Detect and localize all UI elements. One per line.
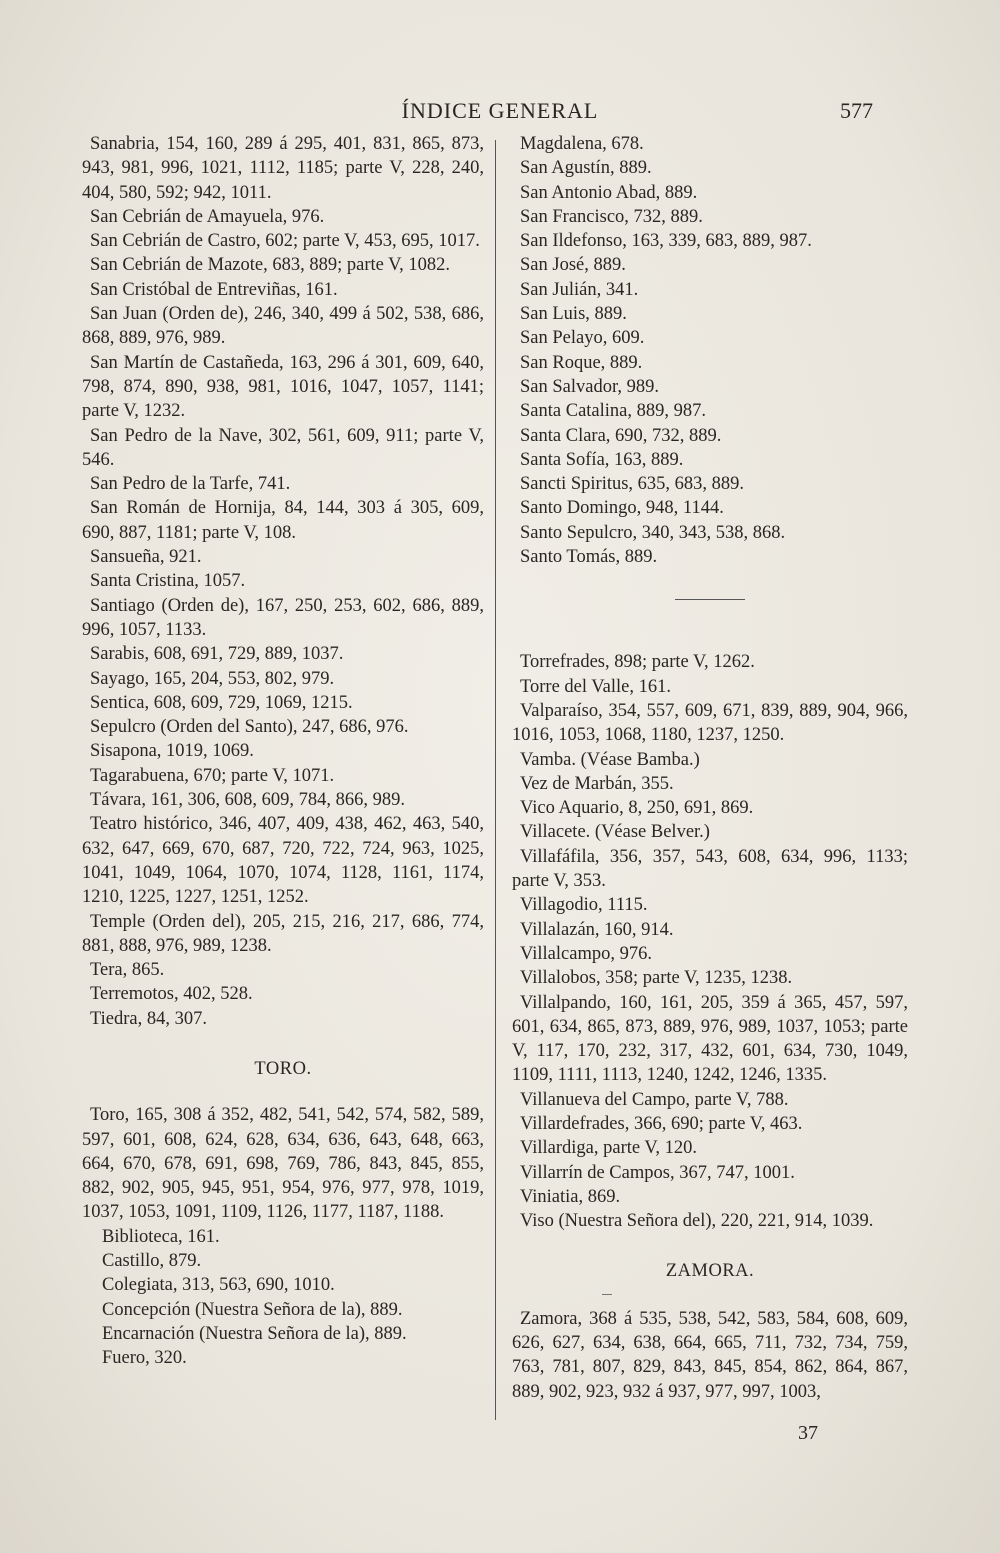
index-entry: Toro, 165, 308 á 352, 482, 541, 542, 574, 582, 589, 597, 601, 608, 624, 628, 634, 636, 643, 648, 663, 664, 670, 678, 691, 698, 769, 786, 843, 845, 855, 882, 902, 905, 945, 951, 954, 976, 977, 978, 1019, 1037, 1053, 1091, 1109, 1126, 1177, 1187, 1188.: [82, 1105, 484, 1223]
index-subentry: Santa Sofía, 163, 889.: [520, 449, 684, 470]
index-entry: Sisapona, 1019, 1069.: [90, 741, 254, 762]
index-entry: Viso (Nuestra Señora del), 220, 221, 914, 1039.: [520, 1211, 874, 1232]
index-entry: Terremotos, 402, 528.: [90, 984, 253, 1005]
index-entry: Vez de Marbán, 355.: [520, 773, 674, 794]
index-entry: Vico Aquario, 8, 250, 691, 869.: [520, 798, 754, 819]
index-entry: Sayago, 165, 204, 553, 802, 979.: [90, 668, 335, 689]
index-entry: Torrefrades, 898; parte V, 1262.: [520, 652, 755, 673]
column-divider: [495, 140, 496, 1420]
index-entry: Távara, 161, 306, 608, 609, 784, 866, 989.: [90, 790, 405, 811]
index-subentry: Sancti Spiritus, 635, 683, 889.: [520, 474, 745, 495]
index-entry: Villardefrades, 366, 690; parte V, 463.: [520, 1113, 803, 1134]
index-subentry: San Salvador, 989.: [520, 376, 660, 397]
index-entry: Villafáfila, 356, 357, 543, 608, 634, 996, 1133; parte V, 353.: [512, 846, 908, 892]
index-entry: Villalazán, 160, 914.: [520, 919, 674, 940]
index-entry: Sarabis, 608, 691, 729, 889, 1037.: [90, 644, 344, 665]
index-subentry: San Roque, 889.: [520, 352, 643, 373]
index-entry: Tagarabuena, 670; parte V, 1071.: [90, 765, 335, 786]
index-subentry: Encarnación (Nuestra Señora de la), 889.: [102, 1323, 407, 1344]
index-entry: Viniatia, 869.: [520, 1186, 621, 1207]
index-subentry: San Agustín, 889.: [520, 158, 652, 179]
index-subentry: San Antonio Abad, 889.: [520, 182, 698, 203]
index-entry: San Cebrián de Mazote, 683, 889; parte V, 1082.: [90, 255, 451, 276]
index-entry: Villalpando, 160, 161, 205, 359 á 365, 457, 597, 601, 634, 865, 873, 889, 976, 989, 1037, 1053; parte V, 117, 170, 232, 317, 432, 601, 634, 730, 1049, 1109, 1111, 1113, 1240, 1242, 1246, 1335.: [512, 992, 908, 1086]
index-entry: Zamora, 368 á 535, 538, 542, 583, 584, 608, 609, 626, 627, 634, 638, 664, 665, 711, 732, 734, 759, 763, 781, 807, 829, 843, 845, 854, 862, 864, 867, 889, 902, 923, 932 á 937, 977, 997, 1003,: [512, 1308, 908, 1402]
index-subentry: Colegiata, 313, 563, 690, 1010.: [102, 1275, 335, 1296]
index-entry: Villardiga, parte V, 120.: [520, 1138, 698, 1159]
index-entry: San Pedro de la Nave, 302, 561, 609, 911; parte V, 546.: [82, 425, 484, 470]
index-entry: Temple (Orden del), 205, 215, 216, 217, 686, 774, 881, 888, 976, 989, 1238.: [82, 911, 484, 956]
index-subentry: Santa Clara, 690, 732, 889.: [520, 425, 722, 446]
index-entry: San Martín de Castañeda, 163, 296 á 301, 609, 640, 798, 874, 890, 938, 981, 1016, 1047, 1057, 1141; parte V, 1232.: [82, 352, 484, 422]
index-subentry: San José, 889.: [520, 255, 626, 276]
page-number: 577: [840, 98, 873, 123]
index-subentry: Magdalena, 678.: [520, 134, 644, 154]
index-entry: Tiedra, 84, 307.: [90, 1008, 207, 1029]
section-dash: [602, 1294, 612, 1295]
index-entry: Sentica, 608, 609, 729, 1069, 1215.: [90, 692, 353, 713]
index-subentry: Santo Domingo, 948, 1144.: [520, 498, 724, 519]
index-entry: San Pedro de la Tarfe, 741.: [90, 474, 291, 495]
section-heading-toro: TORO.: [254, 1058, 312, 1079]
index-subentry: Santo Sepulcro, 340, 343, 538, 868.: [520, 522, 786, 543]
index-entry: Villalcampo, 976.: [520, 943, 652, 964]
index-entry: Villalobos, 358; parte V, 1235, 1238.: [520, 968, 793, 989]
index-entry: Santiago (Orden de), 167, 250, 253, 602, 686, 889, 996, 1057, 1133.: [82, 595, 484, 640]
index-subentry: San Luis, 889.: [520, 304, 627, 325]
index-subentry: Concepción (Nuestra Señora de la), 889.: [102, 1299, 403, 1320]
index-subentry: San Julián, 341.: [520, 279, 639, 300]
index-entry: San Cebrián de Amayuela, 976.: [90, 206, 325, 227]
index-entry: Sepulcro (Orden del Santo), 247, 686, 976.: [90, 717, 409, 738]
index-entry: Teatro histórico, 346, 407, 409, 438, 462, 463, 540, 632, 647, 669, 670, 687, 720, 722, 724, 963, 1025, 1041, 1049, 1064, 1070, 1074, 1128, 1161, 1174, 1210, 1225, 1227, 1251, 1252.: [82, 814, 484, 908]
signature-mark: 37: [798, 1422, 818, 1444]
index-entry: Sanabria, 154, 160, 289 á 295, 401, 831, 865, 873, 943, 981, 996, 1021, 1112, 1185; parte V, 228, 240, 404, 580, 592; 942, 1011.: [82, 134, 484, 203]
index-subentry: San Ildefonso, 163, 339, 683, 889, 987.: [520, 231, 812, 252]
index-subentry: Castillo, 879.: [102, 1251, 202, 1272]
index-entry: Tera, 865.: [90, 960, 165, 981]
section-heading-zamora: ZAMORA.: [665, 1261, 755, 1282]
index-entry: Vamba. (Véase Bamba.): [520, 749, 700, 770]
index-subentry: Fuero, 320.: [102, 1348, 187, 1369]
index-subentry: San Francisco, 732, 889.: [520, 206, 703, 227]
index-entry: Santa Cristina, 1057.: [90, 571, 246, 592]
index-subentry: Santa Catalina, 889, 987.: [520, 401, 706, 422]
index-entry: Villarrín de Campos, 367, 747, 1001.: [520, 1162, 795, 1183]
index-entry: San Román de Hornija, 84, 144, 303 á 305, 609, 690, 887, 1181; parte V, 108.: [82, 498, 484, 543]
index-entry: Villanueva del Campo, parte V, 788.: [520, 1089, 789, 1110]
index-entry: Torre del Valle, 161.: [520, 676, 671, 697]
index-entry: Villacete. (Véase Belver.): [520, 822, 710, 843]
index-subentry: Santo Tomás, 889.: [520, 547, 658, 568]
index-entry: Sansueña, 921.: [90, 547, 202, 568]
index-subentry: Biblioteca, 161.: [102, 1226, 220, 1247]
index-entry: Valparaíso, 354, 557, 609, 671, 839, 889, 904, 966, 1016, 1053, 1068, 1180, 1237, 1250.: [512, 700, 908, 746]
section-rule: [675, 599, 745, 600]
index-subentry: San Pelayo, 609.: [520, 328, 645, 349]
index-entry: Villagodio, 1115.: [520, 895, 648, 916]
running-title: ÍNDICE GENERAL: [401, 98, 599, 123]
right-column: [512, 132, 908, 1404]
index-entry: San Juan (Orden de), 246, 340, 499 á 502, 538, 686, 868, 889, 976, 989.: [82, 304, 484, 349]
index-entry: San Cebrián de Castro, 602; parte V, 453, 695, 1017.: [90, 231, 480, 252]
index-entry: San Cristóbal de Entreviñas, 161.: [90, 279, 338, 300]
left-column: [82, 132, 484, 1371]
